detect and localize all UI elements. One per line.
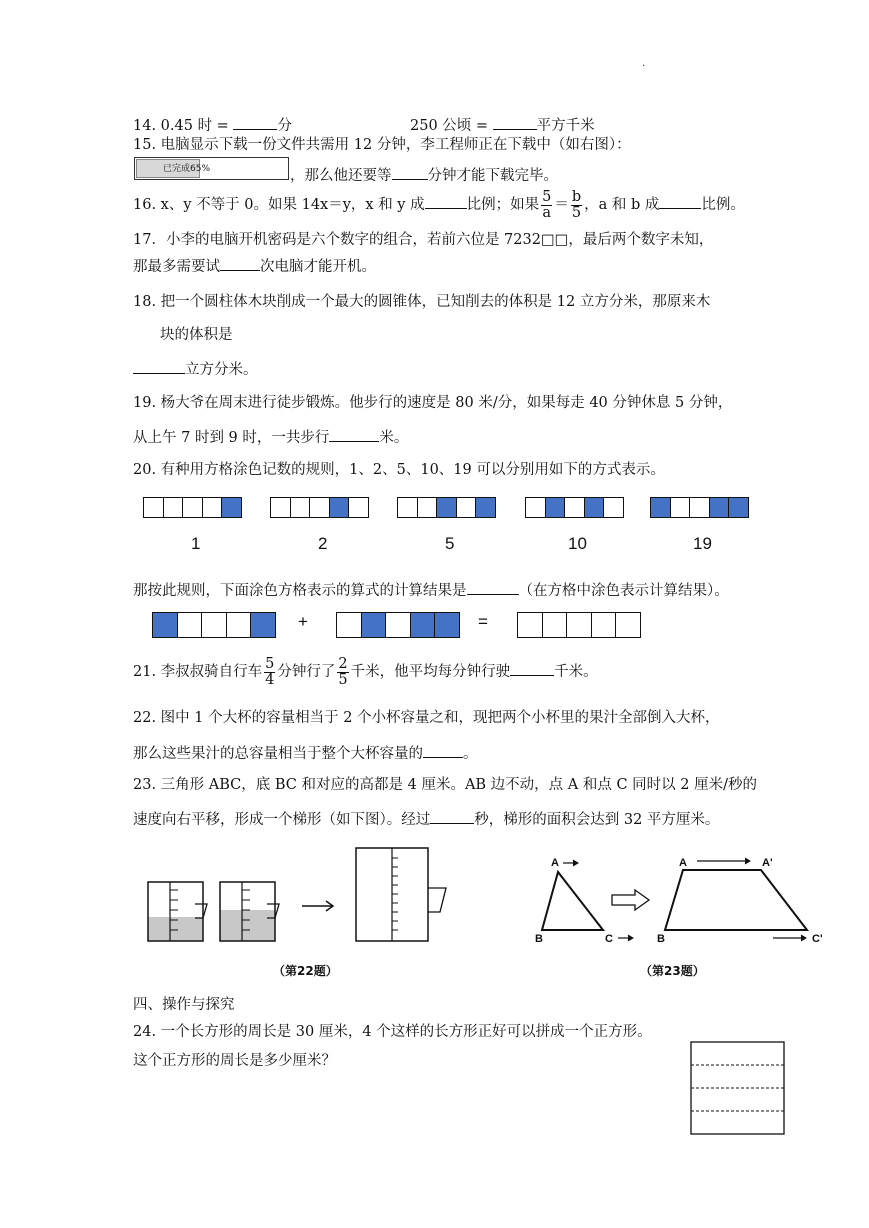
q14-text-a: 14. 0.45 时 = [133,118,229,134]
grid-cell [417,497,438,518]
plus-sign: + [298,612,308,631]
q17-line-2 [133,256,376,276]
question-14b [410,115,595,135]
q22-text-a: 那么这些果汁的总容量相当于整个大杯容量的 [133,746,423,762]
example-squares-2 [270,497,369,518]
example-label-1: 1 [191,534,201,553]
grid-cell [290,497,311,518]
grid-cell-filled [152,612,178,638]
q24-square-figure [690,1041,786,1137]
q20-equation-left [152,612,276,638]
grid-cell [182,497,203,518]
grid-cell[interactable] [542,612,568,638]
q22-text-b: 。 [463,746,478,762]
q23-line-2 [133,809,719,829]
q21-fraction-1: $\frac{5}{4}$ [265,655,275,688]
q21-text-b: 分钟行了 [277,664,336,680]
grid-cell-filled [434,612,460,638]
triangle-ABC [542,872,603,930]
grid-cell [456,497,477,518]
q19-blank[interactable] [329,427,379,442]
q22-line-1: 22. 图中 1 个大杯的容量相当于 2 个小杯容量之和，现把两个小杯里的果汁全部倒入大杯， [133,710,720,726]
section-4-title: 四、操作与探究 [133,997,235,1013]
q22-line-2 [133,743,478,763]
download-progress-bar [134,157,289,180]
q21-text-d: 千米。 [554,664,598,680]
equals-sign: = [478,612,488,631]
grid-cell-filled [329,497,350,518]
grid-cell-filled [650,497,671,518]
q18-blank[interactable] [133,359,185,374]
q18-line-2: 块的体积是 [160,327,233,343]
grid-cell-filled [584,497,605,518]
label-A: A [551,857,559,869]
example-squares-1 [143,497,242,518]
q24-line-2: 这个正方形的周长是多少厘米？ [133,1053,336,1069]
label-B: B [535,933,543,945]
progress-label: 已完成65% [163,164,211,174]
grid-cell[interactable] [591,612,617,638]
q20-blank[interactable] [467,580,519,595]
q19-text-a: 从上午 7 时到 9 时，一共步行 [133,430,330,446]
example-squares-5 [397,497,496,518]
grid-cell [336,612,362,638]
grid-cell [603,497,624,518]
q17-line-1: 17．小李的电脑开机密码是六个数字的组合，若前六位是 7232□□，最后两个数字未知， [133,232,714,248]
grid-cell [177,612,203,638]
figure-23-shapes [525,848,845,953]
q14-text-b: 250 公顷 = [410,118,489,134]
q16-text-c: ，a 和 b 成 [584,197,660,213]
q20-text-b: （在方格中涂色表示计算结果）。 [518,583,729,599]
q20-line-2 [133,580,729,600]
arrow-A-icon [563,860,578,866]
grid-cell-filled [709,497,730,518]
grid-cell [226,612,252,638]
q21-text-c: 千米，他平均每分钟行驶 [350,664,511,680]
grid-cell [202,497,223,518]
question-14 [133,115,292,135]
q21-text-a: 21. 李叔叔骑自行车 [133,664,263,680]
q16-blank-1[interactable] [425,194,467,209]
q15-text-a: ，那么他还要等 [290,168,392,184]
q16-text-b: 比例；如果 [466,197,540,213]
grid-cell [348,497,369,518]
grid-cell [397,497,418,518]
q17-text-b: 次电脑才能开机。 [260,259,376,275]
label-A-trap: A [679,857,687,869]
q16-blank-2[interactable] [659,194,701,209]
grid-cell-filled [221,497,242,518]
q14-blank-1[interactable] [233,115,277,130]
q14-unit-2: 平方千米 [536,118,595,134]
grid-cell-filled [545,497,566,518]
small-cup-2 [220,882,279,941]
q19-line-1: 19. 杨大爷在周末进行徒步锻炼。他步行的速度是 80 米/分，如果每走 40 分钟休息 5 分钟， [133,395,733,411]
grid-cell [163,497,184,518]
q15-text-b: 分钟才能下载完毕。 [427,168,558,184]
grid-cell [270,497,291,518]
grid-cell [309,497,330,518]
grid-cell-filled [475,497,496,518]
grid-cell [564,497,585,518]
q21-fraction-2: $\frac{2}{5}$ [338,655,348,688]
grid-cell [385,612,411,638]
q15-blank[interactable] [392,165,428,180]
q18-text: 立方分米。 [185,362,258,378]
example-label-5: 5 [445,534,455,553]
grid-cell[interactable] [517,612,543,638]
q24-line-1: 24. 一个长方形的周长是 30 厘米，4 个这样的长方形正好可以拼成一个正方形。 [133,1024,652,1040]
q16-text-d: 比例。 [701,197,745,213]
grid-cell-filled [728,497,749,518]
question-21 [133,654,598,690]
figure-22-caption: （第22题） [273,964,338,978]
q19-line-2 [133,427,408,447]
example-squares-10 [525,497,624,518]
label-A-prime: A' [762,857,773,869]
grid-cell-filled [250,612,276,638]
q16-fraction-1: $\frac{5}{a}$ [542,188,552,221]
q18-line-3 [133,359,258,379]
grid-cell [689,497,710,518]
grid-cell-filled [410,612,436,638]
q16-fraction-2: $\frac{b}{5}$ [571,188,582,221]
q20-text-a: 那按此规则，下面涂色方格表示的算式的计算结果是 [133,583,467,599]
q20-equation-middle [336,612,460,638]
q20-equation-result[interactable] [517,612,641,638]
label-C-prime: C' [812,933,823,945]
q23-text-a: 速度向右平移，形成一个梯形（如下图）。经过 [133,812,431,828]
grid-cell [143,497,164,518]
grid-cell-filled [436,497,457,518]
grid-cell [670,497,691,518]
q23-blank[interactable] [430,809,474,824]
example-label-2: 2 [318,534,328,553]
q16-text-a: 16. x、y 不等于 0。如果 14x＝y，x 和 y 成 [133,197,425,213]
q20-line-1: 20. 有种用方格涂色记数的规则，1、2、5、10、19 可以分别用如下的方式表示。 [133,462,665,478]
label-B-trap: B [657,933,665,945]
grid-cell [525,497,546,518]
large-cup [356,848,446,941]
figure-23-caption: （第23题） [640,964,705,978]
arrow-C-trap-icon [773,935,806,941]
example-label-19: 19 [693,534,712,553]
grid-cell[interactable] [566,612,592,638]
q21-blank[interactable] [510,661,554,676]
grid-cell [201,612,227,638]
q23-line-1: 23. 三角形 ABC，底 BC 和对应的高都是 4 厘米。AB 边不动，点 A 和点 C 同时以 2 厘米/秒的 [133,777,758,793]
q14-unit-1: 分 [277,118,292,134]
q22-blank[interactable] [423,743,463,758]
arrow-A-trap-icon [697,858,750,864]
grid-cell-filled [361,612,387,638]
example-squares-19 [650,497,749,518]
q16-equals: ＝ [554,197,569,213]
q15-line-1: 15. 电脑显示下载一份文件共需用 12 分钟，李工程师正在下载中（如右图）： [133,137,631,153]
q14-blank-2[interactable] [493,115,537,130]
question-16 [133,188,745,222]
figure-22-cups [140,842,460,952]
example-label-10: 10 [568,534,587,553]
q15-line-2 [290,165,558,185]
q18-line-1: 18. 把一个圆柱体木块削成一个最大的圆锥体，已知削去的体积是 12 立方分米，那原来木 [133,294,711,310]
arrow-right-icon [302,901,333,911]
q17-blank[interactable] [220,256,260,271]
grid-cell[interactable] [615,612,641,638]
q23-text-b: 秒，梯形的面积会达到 32 平方厘米。 [474,812,720,828]
q19-text-b: 米。 [379,430,409,446]
hollow-arrow-icon [612,890,649,910]
q17-text-a: 那最多需要试 [133,259,220,275]
page-dot: . [642,58,646,69]
trapezoid [665,870,807,930]
label-C: C [605,933,613,945]
small-cup-1 [148,882,207,941]
arrow-C-icon [618,935,633,941]
